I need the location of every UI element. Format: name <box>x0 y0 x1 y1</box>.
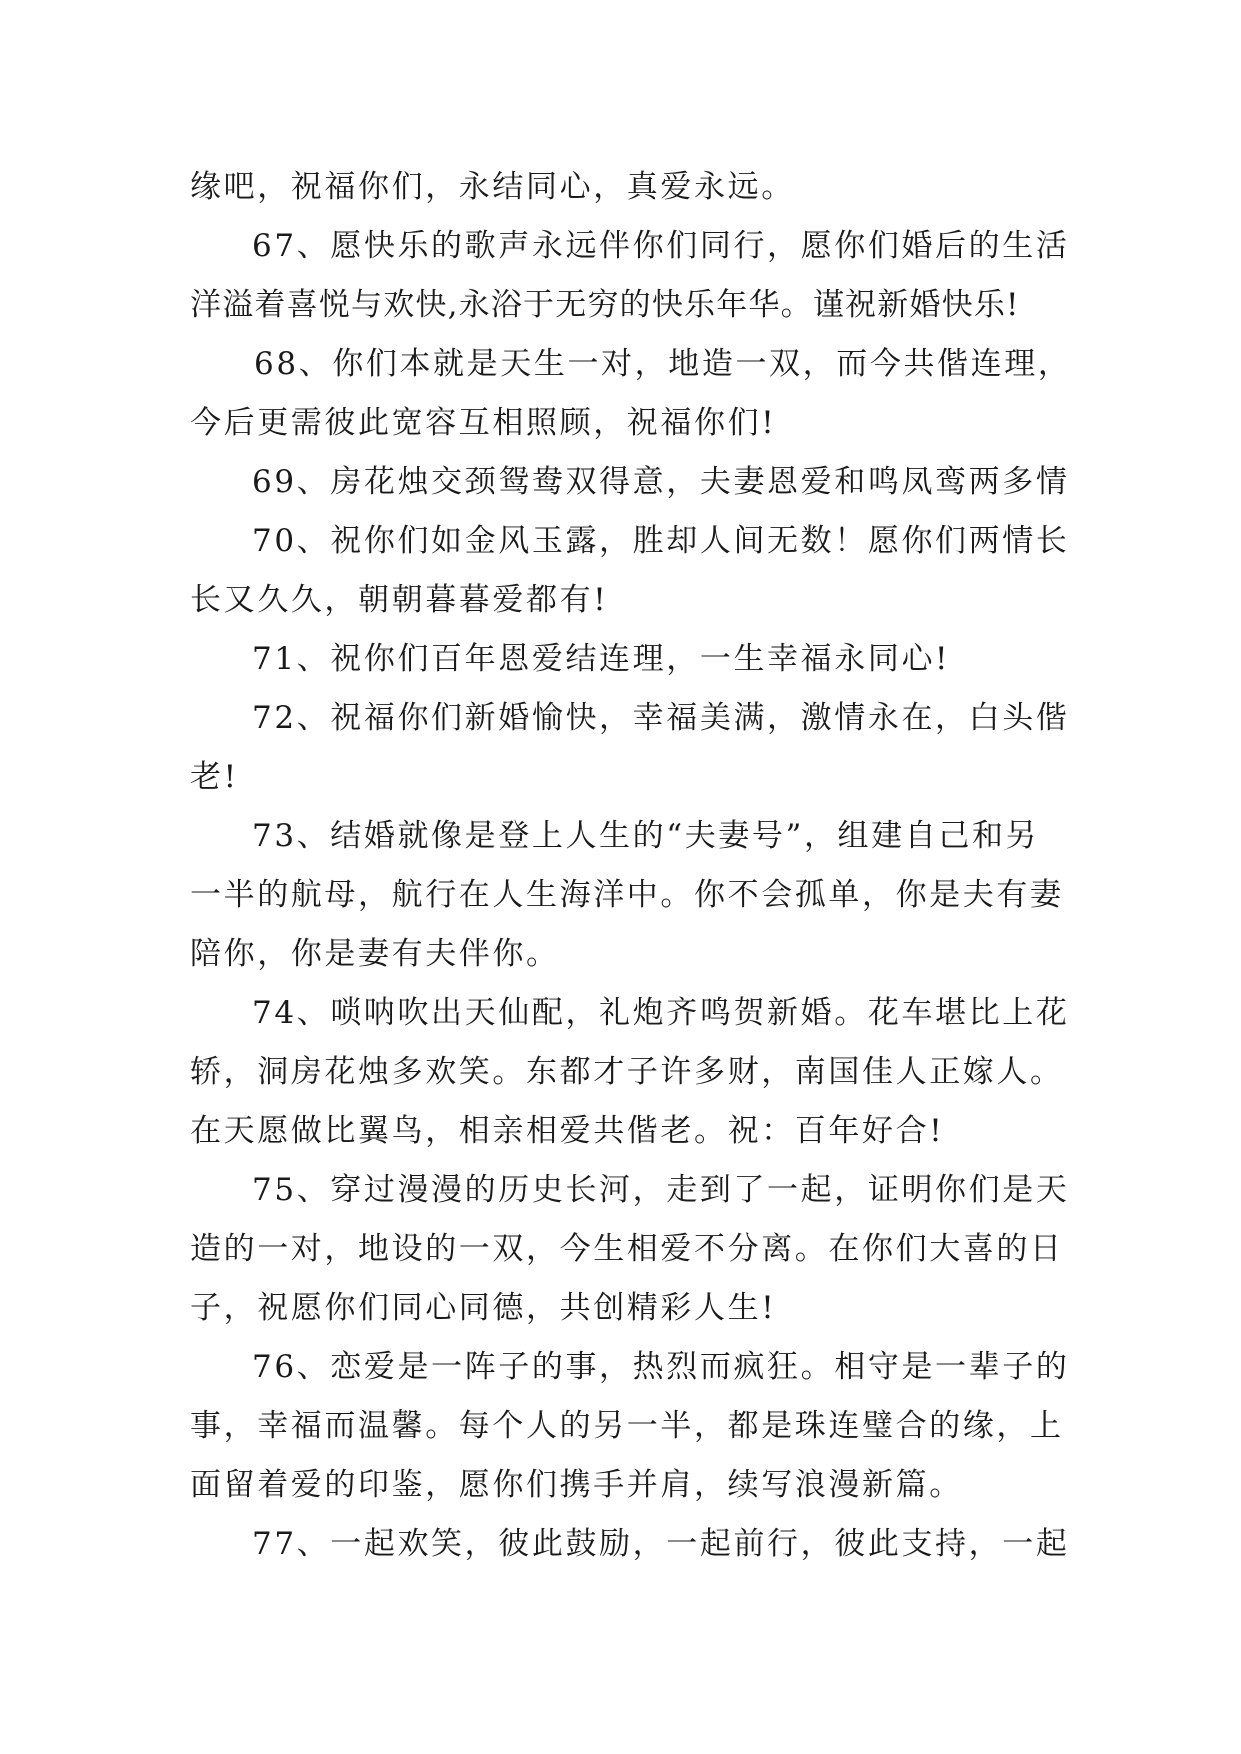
text-line: 缘吧，祝福你们，永结同心，真爱永远。 <box>190 169 795 205</box>
text-line: 77、一起欢笑，彼此鼓励，一起前行，彼此支持，一起 <box>252 1526 1070 1562</box>
text-line: 造的一对，地设的一双，今生相爱不分离。在你们大喜的日 <box>190 1231 1064 1267</box>
text-line: 73、结婚就像是登上人生的“夫妻号”，组建自己和另 <box>252 818 1040 854</box>
text-line: 事，幸福而温馨。每个人的另一半，都是珠连璧合的缘，上 <box>190 1408 1064 1444</box>
text-line: 68、你们本就是天生一对，地造一双，而今共偕连理， <box>254 346 1072 382</box>
text-line: 75、穿过漫漫的历史长河，走到了一起，证明你们是天 <box>252 1172 1070 1208</box>
text-line: 71、祝你们百年恩爱结连理，一生幸福永同心! <box>252 641 951 677</box>
text-line: 在天愿做比翼鸟，相亲相爱共偕老。祝：百年好合! <box>190 1113 945 1149</box>
text-line: 72、祝福你们新婚愉快，幸福美满，激情永在，白头偕 <box>252 700 1070 736</box>
text-line: 面留着爱的印鉴，愿你们携手并肩，续写浪漫新篇。 <box>190 1467 963 1503</box>
text-line: 今后更需彼此宽容互相照顾，祝福你们! <box>190 405 777 441</box>
text-line: 70、祝你们如金风玉露，胜却人间无数！愿你们两情长 <box>252 523 1070 559</box>
text-line: 67、愿快乐的歌声永远伴你们同行，愿你们婚后的生活 <box>252 228 1070 264</box>
text-line: 陪你，你是妻有夫伴你。 <box>190 936 560 972</box>
text-line: 69、房花烛交颈鸳鸯双得意，夫妻恩爱和鸣凤鸾两多情 <box>252 464 1070 500</box>
document-body <box>190 158 1070 1574</box>
text-line: 老! <box>190 759 239 795</box>
text-line: 子，祝愿你们同心同德，共创精彩人生! <box>190 1290 777 1326</box>
text-line: 一半的航母，航行在人生海洋中。你不会孤单，你是夫有妻 <box>190 877 1064 913</box>
text-line: 74、唢呐吹出天仙配，礼炮齐鸣贺新婚。花车堪比上花 <box>252 995 1070 1031</box>
text-line: 洋溢着喜悦与欢快,永浴于无穷的快乐年华。谨祝新婚快乐! <box>190 287 1020 323</box>
text-line: 76、恋爱是一阵子的事，热烈而疯狂。相守是一辈子的 <box>252 1349 1070 1385</box>
text-line: 轿，洞房花烛多欢笑。东都才子许多财，南国佳人正嫁人。 <box>190 1054 1064 1090</box>
text-line: 长又久久，朝朝暮暮爱都有! <box>190 582 609 618</box>
